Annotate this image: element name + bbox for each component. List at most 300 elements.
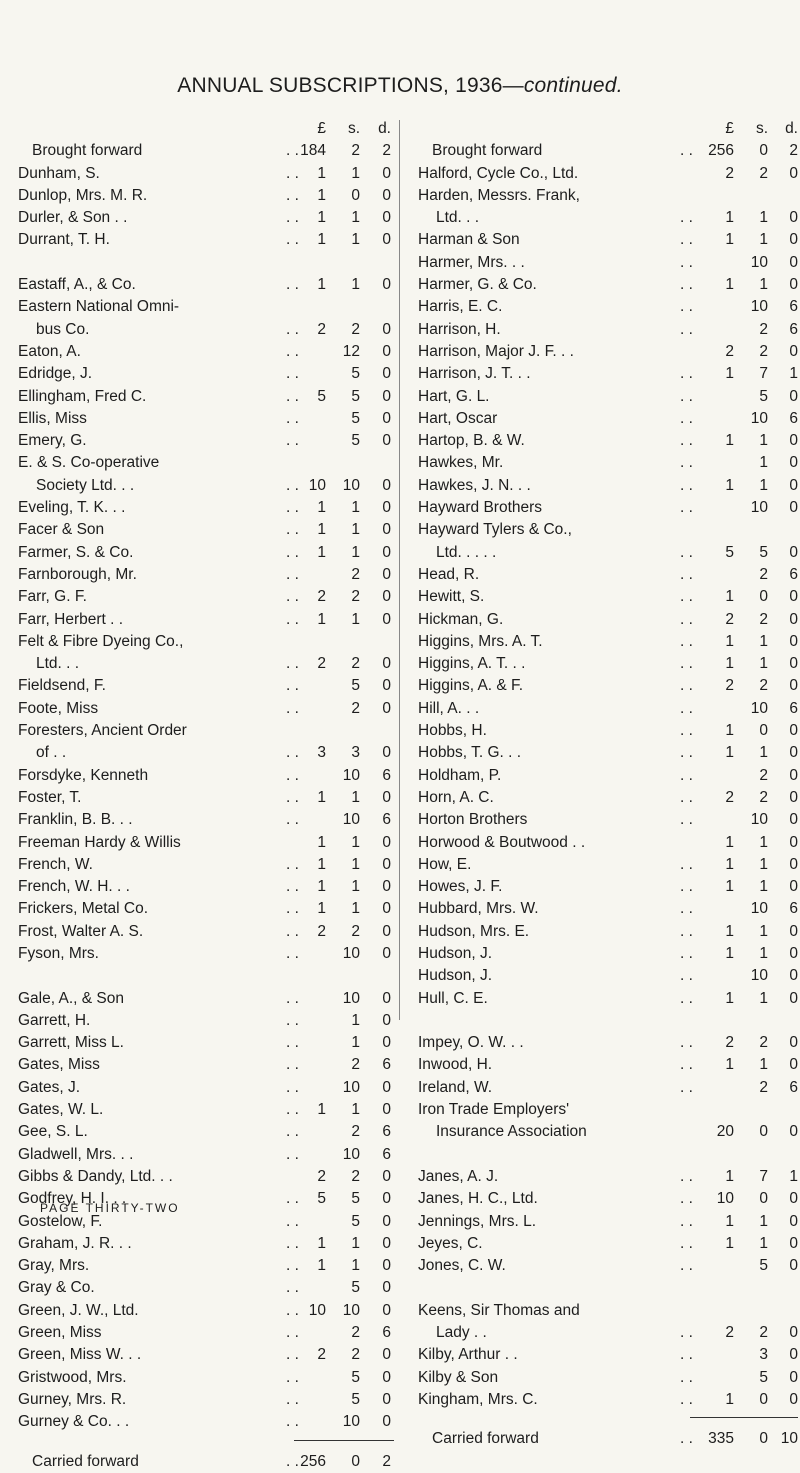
subscription-row: [408, 1144, 798, 1166]
subscriber-name: Brought forward: [32, 142, 143, 160]
subscriber-name: Farr, G. F.: [18, 588, 87, 606]
subscription-row: [408, 542, 798, 564]
subscription-row: [8, 252, 398, 274]
amount-pence: 0: [789, 1324, 798, 1342]
leader-dots: . .: [680, 722, 693, 740]
amount-pence: 0: [789, 922, 798, 940]
leader-dots: . .: [680, 365, 693, 383]
subscription-row: [408, 1211, 798, 1233]
leader-dots: . .: [680, 944, 693, 962]
subscription-row: [408, 497, 798, 519]
subscriber-name: Janes, H. C., Ltd.: [418, 1190, 538, 1208]
leader-dots: . .: [680, 142, 693, 160]
subscription-row: [8, 475, 398, 497]
subscription-row: [408, 564, 798, 586]
amount-pounds: 1: [317, 1101, 326, 1119]
amount-shillings: 0: [759, 1123, 768, 1141]
amount-shillings: 1: [759, 855, 768, 873]
subscription-row: [408, 720, 798, 742]
amount-shillings: 2: [351, 1056, 360, 1074]
amount-pounds: 2: [317, 922, 326, 940]
subscription-row: [408, 408, 798, 430]
amount-shillings: 2: [759, 320, 768, 338]
amount-pounds: 20: [716, 1123, 734, 1141]
amount-pounds: 2: [725, 677, 734, 695]
subscriber-name: Durler, & Son . .: [18, 209, 128, 227]
amount-pence: 0: [382, 588, 391, 606]
subscription-row: [8, 898, 398, 920]
amount-shillings: 10: [750, 699, 768, 717]
subscription-row: [8, 965, 398, 987]
leader-dots: . .: [286, 276, 299, 294]
subscription-row: [8, 698, 398, 720]
amount-pence: 0: [382, 788, 391, 806]
amount-pounds: 1: [725, 209, 734, 227]
amount-pence: 6: [382, 1324, 391, 1342]
amount-shillings: 1: [759, 922, 768, 940]
leader-dots: . .: [680, 744, 693, 762]
subscriber-name: Hudson, J.: [418, 967, 493, 985]
amount-shillings: 1: [759, 878, 768, 896]
subscriber-name: Foresters, Ancient Order: [18, 722, 187, 740]
subscriber-name: Gale, A., & Son: [18, 989, 124, 1007]
subscriber-name: Forsdyke, Kenneth: [18, 766, 149, 784]
amount-pounds: 1: [317, 231, 326, 249]
leader-dots: . .: [286, 1034, 299, 1052]
subscriber-name: Green, Miss W. . .: [18, 1346, 142, 1364]
subscriber-name: Horwood & Boutwood . .: [418, 833, 586, 851]
amount-pounds: 1: [725, 1056, 734, 1074]
leader-dots: . .: [680, 967, 693, 985]
amount-pounds: 1: [725, 744, 734, 762]
amount-shillings: 1: [351, 1011, 360, 1029]
shillings-header: s.: [755, 120, 768, 137]
amount-pounds: 1: [317, 543, 326, 561]
amount-pence: 6: [789, 699, 798, 717]
amount-pence: 0: [382, 1257, 391, 1275]
subscriber-name: Harrison, Major J. F. . .: [418, 342, 574, 360]
subscriber-name: Brought forward: [432, 142, 543, 160]
amount-pence: 0: [382, 276, 391, 294]
leader-dots: . .: [680, 1212, 693, 1230]
amount-shillings: 5: [351, 409, 360, 427]
leader-dots: . .: [286, 744, 299, 762]
carried-forward-left: [8, 1451, 398, 1473]
amount-pence: 0: [789, 342, 798, 360]
leader-dots: . .: [680, 499, 693, 517]
subscriber-name: Emery, G.: [18, 432, 87, 450]
amount-pence: 0: [382, 855, 391, 873]
leader-dots: . .: [286, 1145, 299, 1163]
amount-shillings: 10: [750, 811, 768, 829]
subscriber-name: Horn, A. C.: [418, 788, 494, 806]
subscription-row: [8, 675, 398, 697]
amount-shillings: 1: [759, 944, 768, 962]
leader-dots: . .: [680, 655, 693, 673]
subscriber-name: Durrant, T. H.: [18, 231, 110, 249]
amount-shillings: 2: [759, 1034, 768, 1052]
amount-pence: 0: [789, 855, 798, 873]
subscription-row: [8, 653, 398, 675]
amount-pounds: 1: [725, 1390, 734, 1408]
pence-header: d.: [785, 120, 798, 137]
column-divider: [399, 120, 400, 1020]
amount-shillings: 1: [351, 833, 360, 851]
subscriber-name: Lady . .: [436, 1324, 487, 1342]
subscription-row: [8, 452, 398, 474]
subscriber-name: Higgins, Mrs. A. T.: [418, 632, 543, 650]
subscriber-name: Higgins, A. & F.: [418, 677, 524, 695]
amount-shillings: 2: [351, 655, 360, 673]
leader-dots: . .: [680, 766, 693, 784]
amount-shillings: 10: [342, 1078, 360, 1096]
page-title: [0, 74, 800, 98]
amount-pence: 6: [382, 1123, 391, 1141]
carried-shillings: 0: [351, 1452, 360, 1470]
carried-forward-right: [408, 1428, 798, 1450]
subscription-row: [408, 163, 798, 185]
leader-dots: . .: [286, 1011, 299, 1029]
amount-pence: 6: [789, 320, 798, 338]
amount-shillings: 2: [759, 1324, 768, 1342]
subscriber-name: Kilby, Arthur . .: [418, 1346, 518, 1364]
subscription-row: [8, 519, 398, 541]
leader-dots: . .: [680, 409, 693, 427]
amount-pence: 0: [789, 588, 798, 606]
amount-shillings: 10: [342, 476, 360, 494]
amount-shillings: 1: [351, 1257, 360, 1275]
subscription-row: [408, 943, 798, 965]
amount-pence: 0: [789, 253, 798, 271]
amount-pence: 0: [789, 655, 798, 673]
total-rule: [690, 1417, 798, 1418]
subscription-row: [8, 809, 398, 831]
subscriber-name: Eaton, A.: [18, 342, 81, 360]
amount-pounds: 1: [725, 365, 734, 383]
subscriber-name: Gray & Co.: [18, 1279, 95, 1297]
amount-shillings: 2: [759, 788, 768, 806]
amount-shillings: 7: [759, 1167, 768, 1185]
amount-pounds: 1: [725, 944, 734, 962]
subscription-row: [408, 609, 798, 631]
amount-pence: 0: [382, 432, 391, 450]
subscription-row: [8, 631, 398, 653]
amount-shillings: 2: [759, 565, 768, 583]
subscription-row: [8, 787, 398, 809]
amount-shillings: 2: [351, 320, 360, 338]
amount-shillings: 5: [759, 1368, 768, 1386]
subscription-row: [408, 965, 798, 987]
subscriber-name: Freeman Hardy & Willis: [18, 833, 181, 851]
subscription-row: [8, 1144, 398, 1166]
amount-pounds: 1: [317, 610, 326, 628]
subscriber-name: Higgins, A. T. . .: [418, 655, 526, 673]
amount-pounds: 1: [317, 855, 326, 873]
amount-pounds: 1: [725, 231, 734, 249]
amount-pounds: 2: [725, 610, 734, 628]
subscriber-name: Harmer, G. & Co.: [418, 276, 537, 294]
amount-shillings: 1: [351, 499, 360, 517]
subscriber-name: Farr, Herbert . .: [18, 610, 124, 628]
subscription-row: [8, 765, 398, 787]
subscriber-name: Jennings, Mrs. L.: [418, 1212, 537, 1230]
currency-header-left: [8, 118, 398, 140]
page-footer: PAGE THIRTY-TWO: [40, 1201, 180, 1215]
subscriber-name: Ltd. . .: [36, 655, 80, 673]
amount-pounds: 2: [317, 588, 326, 606]
amount-pence: 2: [789, 142, 798, 160]
subscription-row: [8, 943, 398, 965]
subscriber-name: Hobbs, T. G. . .: [418, 744, 522, 762]
subscription-row: [408, 1233, 798, 1255]
amount-shillings: 1: [759, 744, 768, 762]
leader-dots: . .: [680, 209, 693, 227]
amount-shillings: 1: [759, 432, 768, 450]
amount-pence: 0: [789, 677, 798, 695]
subscription-row: [8, 1010, 398, 1032]
amount-pence: 0: [382, 320, 391, 338]
amount-pounds: 1: [317, 209, 326, 227]
subscriber-name: Graham, J. R. . .: [18, 1234, 132, 1252]
leader-dots: . .: [286, 878, 299, 896]
subscription-row: [408, 765, 798, 787]
leader-dots: . .: [286, 1101, 299, 1119]
amount-shillings: 0: [759, 142, 768, 160]
leader-dots: . .: [680, 1190, 693, 1208]
leader-dots: . .: [680, 989, 693, 1007]
amount-shillings: 1: [759, 632, 768, 650]
leader-dots: . .: [286, 900, 299, 918]
subscriber-name: Franklin, B. B. . .: [18, 811, 133, 829]
leader-dots: . .: [680, 610, 693, 628]
amount-shillings: 5: [759, 387, 768, 405]
leader-dots: . .: [680, 387, 693, 405]
subscriber-name: Gee, S. L.: [18, 1123, 88, 1141]
leader-dots: . .: [680, 1368, 693, 1386]
amount-pounds: 256: [708, 142, 734, 160]
amount-pence: 0: [789, 833, 798, 851]
subscription-row: [8, 988, 398, 1010]
amount-pounds: 1: [317, 499, 326, 517]
subscriber-name: Green, Miss: [18, 1324, 102, 1342]
amount-shillings: 10: [342, 1301, 360, 1319]
subscriber-name: Frost, Walter A. S.: [18, 922, 144, 940]
amount-pounds: 1: [317, 788, 326, 806]
leader-dots: . .: [286, 1324, 299, 1342]
subscriber-name: Iron Trade Employers': [418, 1101, 570, 1119]
subscriber-name: Green, J. W., Ltd.: [18, 1301, 139, 1319]
amount-pounds: 1: [725, 833, 734, 851]
carried-shillings: 0: [759, 1430, 768, 1448]
subscription-row: [8, 1032, 398, 1054]
subscriber-name: Ltd. . .: [436, 209, 480, 227]
subscriber-name: Harris, E. C.: [418, 298, 503, 316]
amount-shillings: 1: [351, 164, 360, 182]
subscriber-name: Gostelow, F.: [18, 1212, 103, 1230]
amount-shillings: 10: [750, 253, 768, 271]
subscription-row: [8, 1389, 398, 1411]
amount-pounds: 2: [317, 1346, 326, 1364]
leader-dots: . .: [680, 588, 693, 606]
amount-pounds: 2: [725, 164, 734, 182]
amount-pounds: 1: [725, 276, 734, 294]
amount-pounds: 1: [317, 900, 326, 918]
amount-pounds: 2: [317, 320, 326, 338]
amount-shillings: 1: [759, 276, 768, 294]
leader-dots: . .: [286, 1368, 299, 1386]
carried-pounds: 256: [300, 1452, 326, 1470]
subscription-row: [408, 296, 798, 318]
subscription-row: [408, 319, 798, 341]
amount-pence: 0: [789, 744, 798, 762]
amount-shillings: 5: [351, 387, 360, 405]
subscriber-name: of . .: [36, 744, 67, 762]
subscriber-name: Hubbard, Mrs. W.: [418, 900, 539, 918]
subscription-row: [8, 1233, 398, 1255]
amount-shillings: 10: [342, 1145, 360, 1163]
subscription-row: [8, 1121, 398, 1143]
leader-dots: . .: [286, 1301, 299, 1319]
leader-dots: . .: [286, 186, 299, 204]
subscription-row: [408, 452, 798, 474]
leader-dots: . .: [286, 499, 299, 517]
pence-header: d.: [378, 120, 391, 137]
subscriber-name: Ellingham, Fred C.: [18, 387, 147, 405]
subscription-row: [408, 854, 798, 876]
amount-shillings: 2: [759, 610, 768, 628]
subscriber-name: Insurance Association: [436, 1123, 587, 1141]
subscriber-name: Hawkes, Mr.: [418, 454, 504, 472]
amount-shillings: 0: [351, 186, 360, 204]
amount-shillings: 5: [351, 1190, 360, 1208]
leader-dots: . .: [680, 298, 693, 316]
subscription-row: [408, 363, 798, 385]
leader-dots: . .: [680, 878, 693, 896]
subscription-row: [408, 1054, 798, 1076]
amount-pence: 0: [382, 1078, 391, 1096]
subscription-row: [408, 1032, 798, 1054]
amount-pence: 6: [789, 565, 798, 583]
subscription-row: [8, 586, 398, 608]
amount-shillings: 0: [759, 1190, 768, 1208]
amount-shillings: 5: [351, 677, 360, 695]
subscriber-name: Fieldsend, F.: [18, 677, 106, 695]
leader-dots: . .: [286, 1346, 299, 1364]
leader-dots: . .: [680, 855, 693, 873]
subscription-row: [408, 1166, 798, 1188]
amount-pounds: 1: [317, 276, 326, 294]
amount-pounds: 10: [716, 1190, 734, 1208]
page-title-main: ANNUAL SUBSCRIPTIONS, 1936: [177, 74, 503, 97]
amount-pence: 0: [382, 655, 391, 673]
amount-shillings: 10: [342, 766, 360, 784]
amount-shillings: 2: [351, 565, 360, 583]
leader-dots: . .: [680, 1257, 693, 1275]
subscriber-name: Gray, Mrs.: [18, 1257, 90, 1275]
subscription-row: [408, 229, 798, 251]
subscription-row: [8, 921, 398, 943]
amount-pounds: 2: [317, 655, 326, 673]
subscription-row: [408, 1277, 798, 1299]
subscription-row: [8, 1322, 398, 1344]
amount-pounds: 1: [725, 588, 734, 606]
subscription-row: [408, 519, 798, 541]
subscriber-name: Hull, C. E.: [418, 989, 488, 1007]
leader-dots: . .: [680, 253, 693, 271]
amount-shillings: 1: [759, 454, 768, 472]
shillings-header: s.: [347, 120, 360, 137]
subscriber-name: Felt & Fibre Dyeing Co.,: [18, 632, 184, 650]
amount-pounds: 2: [725, 1324, 734, 1342]
subscriber-name: Impey, O. W. . .: [418, 1034, 524, 1052]
subscription-row: [8, 542, 398, 564]
amount-pence: 0: [382, 1034, 391, 1052]
leader-dots: . .: [680, 1056, 693, 1074]
subscriber-name: Kilby & Son: [418, 1368, 499, 1386]
leader-dots: . .: [286, 342, 299, 360]
subscriber-name: Hudson, Mrs. E.: [418, 922, 530, 940]
left-column: [8, 118, 398, 1473]
carried-pounds: 335: [708, 1430, 734, 1448]
amount-pence: 0: [789, 788, 798, 806]
amount-pounds: 2: [725, 342, 734, 360]
amount-shillings: 10: [750, 967, 768, 985]
subscription-row: [408, 988, 798, 1010]
subscription-row: [8, 296, 398, 318]
leader-dots: . .: [680, 320, 693, 338]
subscription-row: [408, 1389, 798, 1411]
leader-dots: . .: [286, 142, 299, 160]
leader-dots: . .: [286, 432, 299, 450]
subscriber-name: Garrett, H.: [18, 1011, 91, 1029]
leader-dots: . .: [286, 231, 299, 249]
amount-pence: 0: [382, 989, 391, 1007]
amount-pence: 1: [789, 1167, 798, 1185]
leader-dots: . .: [286, 164, 299, 182]
amount-pence: 0: [382, 231, 391, 249]
amount-pounds: 10: [308, 1301, 326, 1319]
amount-pence: 0: [789, 1390, 798, 1408]
amount-shillings: 5: [759, 1257, 768, 1275]
amount-shillings: 10: [342, 944, 360, 962]
subscriber-name: Eastaff, A., & Co.: [18, 276, 136, 294]
amount-pence: 0: [789, 499, 798, 517]
left-entries: [8, 140, 398, 1434]
leader-dots: . .: [286, 1212, 299, 1230]
amount-pounds: 3: [317, 744, 326, 762]
amount-pounds: 1: [725, 855, 734, 873]
leader-dots: . .: [680, 1346, 693, 1364]
amount-shillings: 7: [759, 365, 768, 383]
subscription-row: [408, 898, 798, 920]
amount-pence: 0: [789, 944, 798, 962]
subscription-row: [408, 653, 798, 675]
subscriber-name: Eveling, T. K. . .: [18, 499, 126, 517]
amount-pence: 0: [382, 365, 391, 383]
amount-pence: 0: [789, 454, 798, 472]
amount-shillings: 1: [351, 1034, 360, 1052]
amount-shillings: 1: [759, 1212, 768, 1230]
subscriber-name: Facer & Son: [18, 521, 105, 539]
subscription-row: [408, 430, 798, 452]
leader-dots: . .: [286, 1390, 299, 1408]
subscription-row: [8, 363, 398, 385]
amount-shillings: 1: [759, 989, 768, 1007]
amount-pounds: 1: [725, 476, 734, 494]
amount-pence: 0: [789, 766, 798, 784]
subscription-row: [8, 720, 398, 742]
subscriber-name: Ellis, Miss: [18, 409, 87, 427]
